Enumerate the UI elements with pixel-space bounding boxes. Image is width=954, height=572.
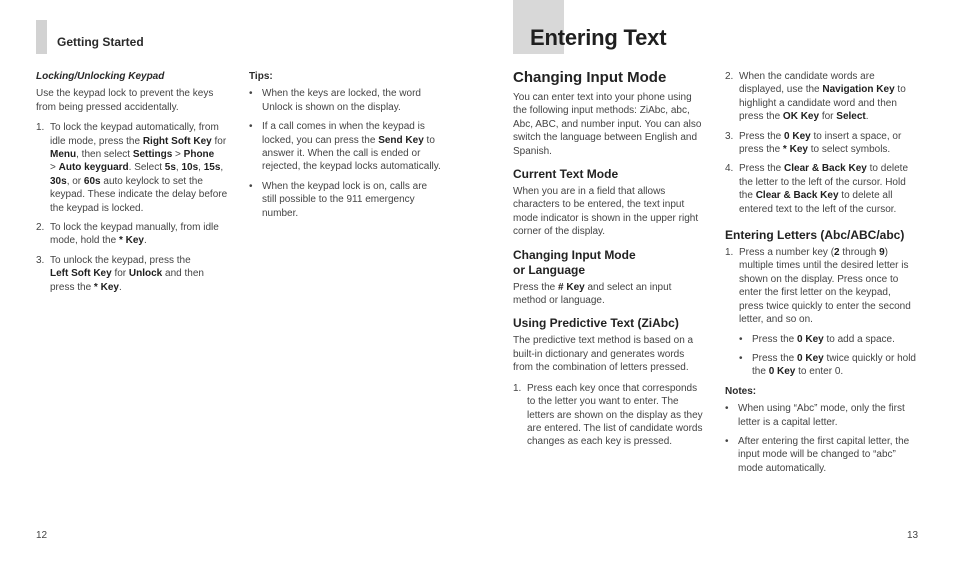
- locking-heading: Locking/Unlocking Keypad: [36, 71, 165, 82]
- current-text-mode-heading: Current Text Mode: [513, 167, 619, 182]
- current-text-mode-body: When you are in a field that allows characters to be entered, the text input mode indicator is shown in the upper right corner of the display.: [513, 186, 699, 238]
- locking-steps: [36, 121, 230, 294]
- bullet-icon: •: [725, 435, 729, 447]
- letters-column: [725, 70, 917, 481]
- list-item: [739, 333, 917, 346]
- bullet-icon: •: [249, 180, 253, 192]
- predictive-steps: [513, 382, 705, 449]
- predictive-steps-continued: [725, 70, 917, 216]
- page-number-right: 13: [907, 530, 919, 541]
- list-item: [725, 402, 917, 429]
- list-item: [513, 382, 705, 449]
- bullet-icon: •: [739, 352, 743, 364]
- tips-heading: Tips:: [249, 71, 273, 82]
- bullet-icon: •: [249, 121, 253, 133]
- sub-text: Press the 0 Key to add a space.: [752, 333, 895, 345]
- bullet-icon: •: [725, 403, 729, 415]
- changing-mode-language-heading: Changing Input Mode or Language: [513, 247, 636, 277]
- step-number: 1.: [513, 382, 522, 394]
- notes-heading: Notes:: [725, 385, 757, 397]
- bullet-icon: •: [249, 88, 253, 100]
- step-text: When the candidate words are displayed, use the Navigation Key to highlight a candidate word and then press the OK Key for Select.: [739, 71, 906, 123]
- entering-letters-steps: [725, 246, 917, 326]
- tip-text: When the keypad lock is on, calls are still possible to the 911 emergency number.: [262, 180, 428, 219]
- changing-mode-language-body: Press the # Key and select an input method or language.: [513, 281, 672, 307]
- locking-intro: Use the keypad lock to prevent the keys from being pressed accidentally.: [36, 88, 214, 113]
- step-text: Press each key once that corresponds to the letter you want to enter. The letters are shown on the display as they are entered. The list of candidate words changes as each key is pressed.: [527, 382, 703, 448]
- step-number: 2.: [725, 71, 734, 82]
- step-text: Press a number key (2 through 9) multiple times until the desired letter is shown on the display. Press once to enter the first letter on the keypad, press twice quickly to enter the second letter, and so on.: [739, 247, 911, 326]
- note-text: When using “Abc” mode, only the first letter is a capital letter.: [738, 403, 905, 428]
- entering-letters-subitems: [739, 333, 917, 379]
- step-number: 3.: [36, 254, 45, 266]
- locking-column: [36, 70, 230, 300]
- notes-list: [725, 402, 917, 475]
- step-text: Press the Clear & Back Key to delete the letter to the left of the cursor. Hold the Clear & Back Key to delete all entered text to the left of the cursor.: [739, 163, 909, 215]
- step-number: 1.: [36, 122, 45, 134]
- sub-text: Press the 0 Key twice quickly or hold the 0 Key to enter 0.: [752, 352, 916, 378]
- step-text: To lock the keypad manually, from idle mode, hold the * Key.: [50, 222, 219, 247]
- list-item: [725, 162, 917, 216]
- page-number-left: 12: [36, 530, 48, 541]
- list-item: [725, 130, 917, 157]
- note-text: After entering the first capital letter, the input mode will be changed to “abc” mode automatically.: [738, 435, 910, 474]
- list-item: [739, 352, 917, 379]
- list-item: [249, 180, 443, 220]
- tips-list: [249, 87, 443, 220]
- predictive-heading: Using Predictive Text (ZiAbc): [513, 316, 679, 331]
- tips-column: [249, 70, 443, 226]
- list-item: [36, 221, 230, 248]
- section-tab-marker: [36, 20, 47, 54]
- step-number: 3.: [725, 130, 734, 142]
- step-number: 2.: [36, 222, 45, 234]
- step-number: 1.: [725, 247, 734, 259]
- list-item: [249, 120, 443, 174]
- tip-text: If a call comes in when the keypad is locked, you can press the Send Key to answer it. When the call is ended or rejected, the keypad locks automatically.: [262, 121, 441, 173]
- list-item: [249, 87, 443, 114]
- page-title: Entering Text: [530, 25, 667, 50]
- step-text: Press the 0 Key to insert a space, or press the * Key to select symbols.: [739, 130, 902, 156]
- tip-text: When the keys are locked, the word Unlock is shown on the display.: [262, 88, 421, 113]
- changing-input-mode-body: You can enter text into your phone using the following input methods: ZiAbc, abc, Abc, ABC, and number input. You can also switch the language between English and Spanish.: [513, 92, 702, 157]
- bullet-icon: •: [739, 333, 743, 345]
- list-item: [725, 246, 917, 326]
- list-item: [725, 70, 917, 124]
- changing-input-mode-heading: Changing Input Mode: [513, 69, 667, 86]
- list-item: [725, 435, 917, 475]
- step-number: 4.: [725, 163, 734, 175]
- section-label: Getting Started: [57, 35, 144, 49]
- predictive-body: The predictive text method is based on a built-in dictionary and generates words from the combination of letters pressed.: [513, 335, 694, 374]
- step-text: To unlock the keypad, press the Left Soft Key for Unlock and then press the * Key.: [50, 254, 204, 293]
- entering-letters-heading: Entering Letters (Abc/ABC/abc): [725, 228, 905, 243]
- list-item: [36, 121, 230, 215]
- input-mode-column: [513, 69, 705, 455]
- step-text: To lock the keypad automatically, from idle mode, press the Right Soft Key for Menu, then select Settings > Phone > Auto keyguard. Select 5s, 10s, 15s, 30s, or 60s auto keylock to set the keypad. These indicate the delay before the keypad is locked.: [50, 122, 228, 214]
- list-item: [36, 254, 230, 294]
